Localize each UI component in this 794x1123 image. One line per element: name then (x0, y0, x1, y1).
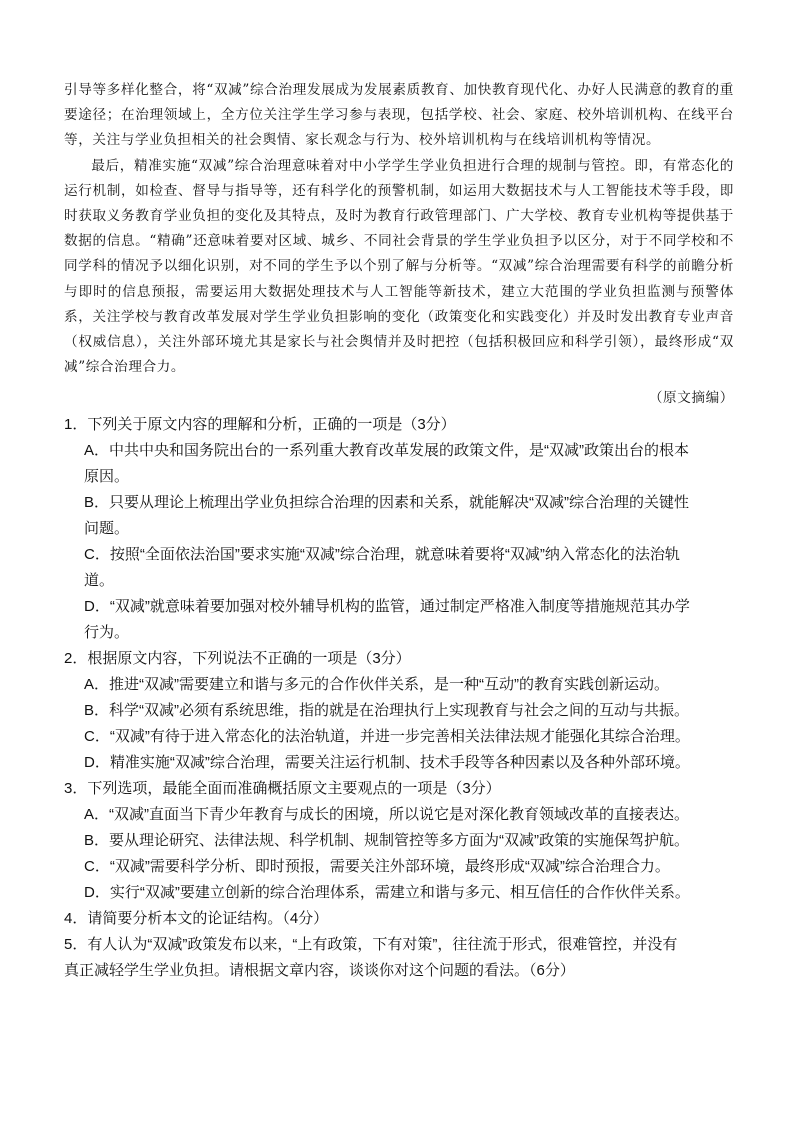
option-a[interactable] (64, 672, 734, 698)
option-text-line: “双减”需要科学分析、即时预报，需要关注外部环境，最终形成“双减”综合治理合力。 (109, 857, 670, 875)
option-a[interactable] (64, 438, 734, 490)
option-text-line: 只要从理论上梳理出学业负担综合治理的因素和关系，就能解决“双减”综合治理的关键性 (109, 493, 690, 511)
question-2 (64, 646, 734, 776)
option-text-line: 原因。 (84, 467, 130, 485)
option-text-line: 行为。 (84, 623, 130, 641)
option-letter: D． (84, 883, 110, 901)
option-c[interactable] (64, 854, 734, 880)
option-text-line: 推进“双减”需要建立和谐与多元的合作伙伴关系，是一种“互动”的教育实践创新运动。 (109, 675, 669, 693)
option-text-line: 问题。 (84, 519, 130, 537)
option-text-line: 要从理论研究、法律法规、科学机制、规制管控等多方面为“双减”政策的实施保驾护航。 (109, 831, 690, 849)
option-a[interactable] (64, 802, 734, 828)
reading-passage (64, 78, 734, 380)
passage-paragraph-1: 引导等多样化整合，将“双减”综合治理发展成为发展素质教育、加快教育现代化、办好人民满意的教育的重要途径；在治理领域上，全方位关注学生学习参与表现，包括学校、社会、家庭、校外培训机构、在线平台等，关注与学业负担相关的社会舆情、家长观念与行为、校外培训机构与在线培训机构等情况。 (64, 82, 734, 149)
option-letter: C． (84, 545, 110, 563)
question-stem: 2．根据原文内容，下列说法不正确的一项是（3分） (64, 649, 411, 667)
option-text-line: “双减”有待于进入常态化的法治轨道，并进一步完善相关法律法规才能强化其综合治理。 (109, 727, 690, 745)
source-note: （原文摘编） (648, 390, 734, 407)
option-text-line: 按照“全面依法治国”要求实施“双减”综合治理，就意味着要将“双减”纳入常态化的法治轨 (109, 545, 680, 563)
option-letter: B． (84, 701, 110, 719)
option-b[interactable] (64, 490, 734, 542)
option-d[interactable] (64, 750, 734, 776)
option-b[interactable] (64, 828, 734, 854)
option-letter: B． (84, 831, 110, 849)
option-c[interactable] (64, 724, 734, 750)
option-letter: D． (84, 597, 110, 615)
question-stem-line: 5．有人认为“双减”政策发布以来，“上有政策，下有对策”，往往流于形式，很难管控，并没有 (64, 935, 678, 953)
option-d[interactable] (64, 880, 734, 906)
page-content (64, 78, 734, 984)
option-letter: A． (84, 805, 110, 823)
question-5 (64, 932, 734, 984)
question-list (64, 412, 734, 984)
option-letter: A． (84, 675, 110, 693)
option-text-line: 道。 (84, 571, 115, 589)
option-text-line: “双减”就意味着要加强对校外辅导机构的监管，通过制定严格准入制度等措施规范其办学 (109, 597, 690, 615)
option-letter: A． (84, 441, 110, 459)
question-stem: 3．下列选项，最能全面而准确概括原文主要观点的一项是（3分） (64, 779, 501, 797)
question-4 (64, 906, 734, 932)
question-stem-line: 真正减轻学生学业负担。请根据文章内容，谈谈你对这个问题的看法。（6分） (64, 961, 575, 979)
option-letter: D． (84, 753, 110, 771)
option-text-line: 精准实施“双减”综合治理，需要关注运行机制、技术手段等各种因素以及各种外部环境。 (109, 753, 690, 771)
option-c[interactable] (64, 542, 734, 594)
question-1 (64, 412, 734, 646)
option-d[interactable] (64, 594, 734, 646)
passage-paragraph-2: 最后，精准实施“双减”综合治理意味着对中小学学生学业负担进行合理的规制与管控。即，有常态化的运行机制，如检查、督导与指导等，还有科学化的预警机制，如运用大数据技术与人工智能技术等手段，即时获取义务教育学业负担的变化及其特点，及时为教育行政管理部门、广大学校、教育专业机构等提供基于数据的信息。“精确”还意味着要对区域、城乡、不同社会背景的学生学业负担予以区分，对于不同学校和不同学科的情况予以细化识别，对不同的学生予以个别了解与分析等。“双减”综合治理需要有科学的前瞻分析与即时的信息预报，需要运用大数据处理技术与人工智能等新技术，建立大范围的学业负担监测与预警体系，关注学校与教育改革发展对学生学业负担影响的变化（政策变化和实践变化）并及时发出教育专业声音（权威信息），关注外部环境尤其是家长与社会舆情并及时把控（包括积极回应和科学引领），最终形成“双减”综合治理合力。 (64, 157, 734, 376)
question-3 (64, 776, 734, 906)
option-letter: C． (84, 727, 110, 745)
question-stem: 4．请简要分析本文的论证结构。（4分） (64, 909, 329, 927)
option-text-line: 科学“双减”必须有系统思维，指的就是在治理执行上实现教育与社会之间的互动与共振。 (109, 701, 690, 719)
question-stem: 1．下列关于原文内容的理解和分析，正确的一项是（3分） (64, 415, 456, 433)
option-letter: B． (84, 493, 110, 511)
option-text-line: “双减”直面当下青少年教育与成长的困境，所以说它是对深化教育领域改革的直接表达。 (109, 805, 690, 823)
option-text-line: 实行“双减”要建立创新的综合治理体系，需建立和谐与多元、相互信任的合作伙伴关系。 (109, 883, 690, 901)
option-text-line: 中共中央和国务院出台的一系列重大教育改革发展的政策文件，是“双减”政策出台的根本 (109, 441, 690, 459)
option-b[interactable] (64, 698, 734, 724)
option-letter: C． (84, 857, 110, 875)
